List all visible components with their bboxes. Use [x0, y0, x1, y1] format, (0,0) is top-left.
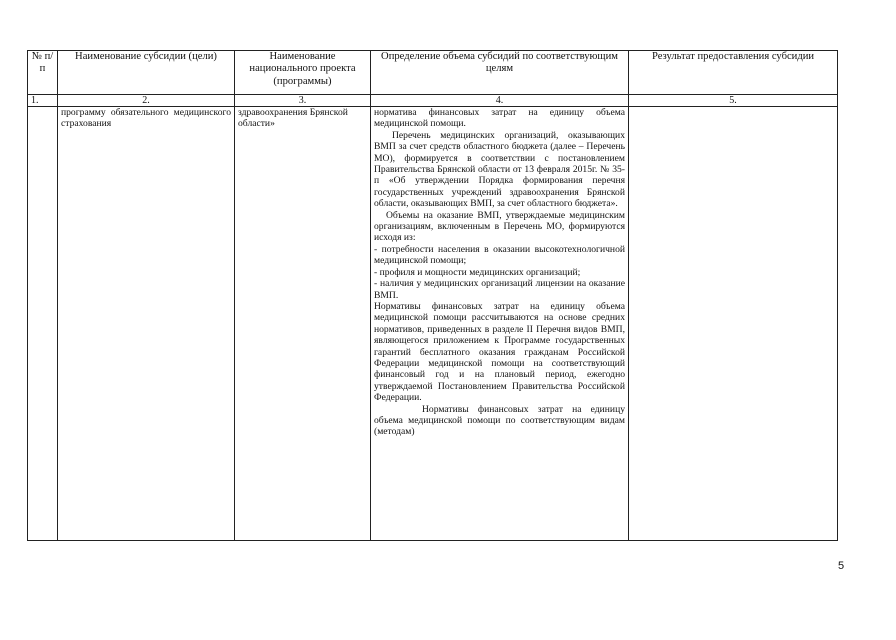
table-header-row [28, 51, 838, 95]
volume-list-item-3: - наличия у медицинских организаций лицензии на оказание ВМП. [374, 278, 625, 301]
volume-list-item-1: - потребности населения в оказании высокотехнологичной медицинской помощи; [374, 243, 625, 267]
volume-paragraph-1: норматива финансовых затрат на единицу объема медицинской помощи. [374, 107, 625, 130]
project-name-cell: здравоохранения Брянской области» [235, 107, 371, 541]
volume-paragraph-5: Нормативы финансовых затрат на единицу объема медицинской помощи по соответствующим видам (методам) [374, 403, 625, 438]
row-number-cell [28, 107, 58, 541]
volume-definition-cell [371, 107, 629, 541]
volume-list-item-2: - профиля и мощности медицинских организаций; [374, 266, 581, 278]
subsidy-name-cell: программу обязательного медицинского страхования [58, 107, 235, 541]
column-number-4: 4. [371, 95, 629, 107]
table-row [28, 107, 838, 541]
column-number-5: 5. [629, 95, 838, 107]
header-volume-definition: Определение объема субсидий по соответствующим целям [371, 51, 629, 95]
column-number-row [28, 95, 838, 107]
result-cell [629, 107, 838, 541]
subsidy-table [27, 50, 838, 541]
page-number: 5 [838, 560, 845, 572]
column-number-1: 1. [28, 95, 58, 107]
volume-paragraph-4: Нормативы финансовых затрат на единицу объема медицинской помощи рассчитываются на основе средних нормативов, приведенных в разделе II Перечня видов ВМП, являющегося приложением к Программе государственных гарантий бесплатного оказания гражданам Российской Федерации медицинской помощи на соответствующий финансовый год и на плановый период, ежегодно утверждаемой Постановлением Правительства Российской Федерации. [374, 300, 625, 404]
header-project-name: Наименование национального проекта (программы) [235, 51, 371, 95]
volume-paragraph-3: Объемы на оказание ВМП, утверждаемые медицинским организациям, включенным в Перечень МО, формируются исходя из: [374, 209, 625, 244]
header-result: Результат предоставления субсидии [629, 51, 838, 95]
column-number-3: 3. [235, 95, 371, 107]
volume-paragraph-2: Перечень медицинских организаций, оказывающих ВМП за счет средств областного бюджета (далее – Перечень МО), формируется в соответствии с постановлением Правительства Брянской области от 13 февраля 2015г. № 35-п «Об утверждении Порядка формирования перечня государственных учреждений здравоохранения Брянской области, оказывающих ВМП, за счет областного бюджета». [374, 129, 625, 210]
header-subsidy-name: Наименование субсидии (цели) [58, 51, 235, 95]
header-number: № п/п [28, 51, 58, 95]
column-number-2: 2. [58, 95, 235, 107]
